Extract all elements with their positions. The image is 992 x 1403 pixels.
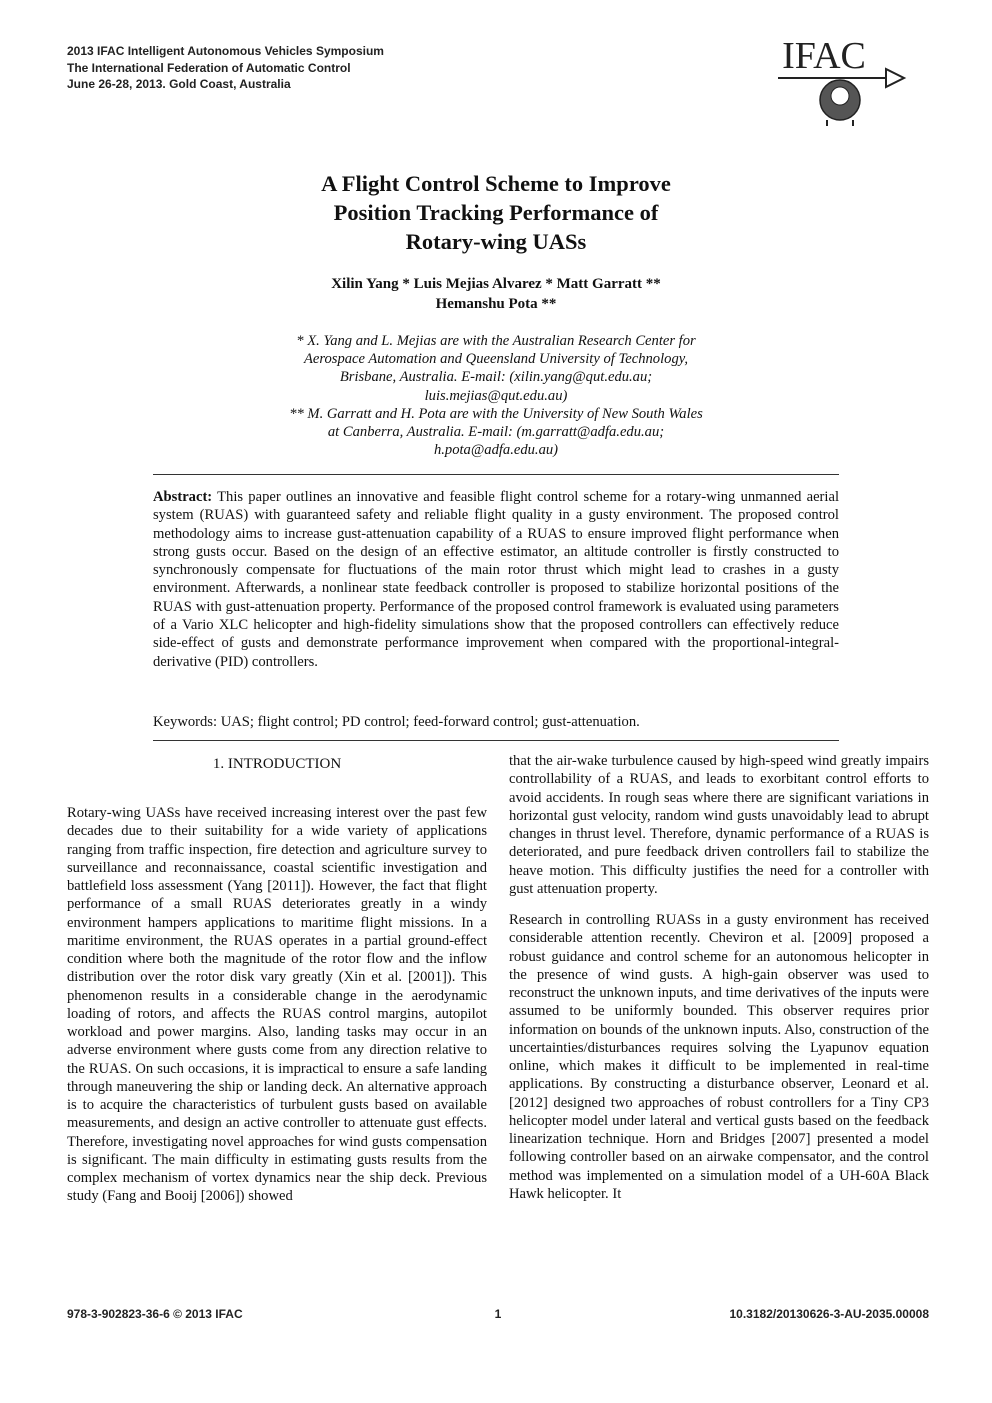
footer-page-number: 1 bbox=[494, 1307, 502, 1321]
affiliation-line: at Canberra, Australia. E-mail: (m.garratt@adfa.edu.au; bbox=[327, 424, 665, 441]
abstract-top-rule bbox=[153, 474, 839, 475]
paragraph: Research in controlling RUASs in a gusty environment has received considerable attention recently. Cheviron et al. [2009] proposed a robust guidance and control scheme for an autonomous helicopter in the presence of wind gusts. A high-gain observer was used to reconstruct the unknown inputs, and time derivatives of the inputs were assumed to be uniformly bounded. This observer requires prior information on bounds of the unknown inputs. Also, construction of the uncertainties/disturbances requires solving the Lyapunov equation online, which makes it difficult to be implemented in real-time applications. By constructing a disturbance observer, Leonard et al. [2012] designed two approaches of robust controllers for a Tiny CP3 helicopter model under lateral and vertical gusts based on the feedback linearization technique. Horn and Bridges [2007] presented a model following controller based on an airwake compensator, and the control method was implemented on a simulation model of a UH-60A Black Hawk helicopter. It bbox=[509, 912, 929, 1202]
abstract-bottom-rule bbox=[153, 740, 839, 741]
paragraph: that the air-wake turbulence caused by high-speed wind greatly impairs controllability of a RUAS, and leads to exorbitant control efforts to avoid accidents. In rough seas where there are significant variations in horizontal gust velocity, random wind gusts unavoidably lead to abrupt changes in thrust level. Therefore, dynamic performance of a RUAS is deteriorated, and pure feedback driven controllers fail to stabilize the heave motion. This difficulty justifies the need for a controller with gust attenuation property. bbox=[509, 753, 929, 897]
logo-arrow-head bbox=[886, 69, 904, 87]
section-heading-introduction: 1. INTRODUCTION bbox=[212, 756, 342, 772]
footer-isbn: 978-3-902823-36-6 © 2013 IFAC bbox=[67, 1307, 243, 1321]
author-line: Hemanshu Pota ** bbox=[435, 296, 557, 312]
logo-ring-hole bbox=[831, 87, 849, 105]
conference-line: June 26-28, 2013. Gold Coast, Australia bbox=[67, 77, 291, 91]
paper-title bbox=[200, 169, 792, 256]
title-line: Position Tracking Performance of bbox=[333, 200, 659, 225]
left-column bbox=[67, 804, 487, 1219]
author-list bbox=[200, 274, 792, 314]
affiliation-line: luis.mejias@qut.edu.au) bbox=[424, 387, 568, 404]
affiliation-line: Brisbane, Australia. E-mail: (xilin.yang@qut.edu.au; bbox=[339, 369, 653, 386]
title-line: Rotary-wing UASs bbox=[405, 229, 587, 254]
conference-line: The International Federation of Automatic Control bbox=[67, 60, 351, 75]
keywords: Keywords: UAS; flight control; PD control; feed-forward control; gust-attenuation. bbox=[153, 714, 640, 730]
abstract bbox=[153, 488, 839, 671]
conference-header bbox=[67, 43, 384, 93]
footer-doi: 10.3182/20130626-3-AU-2035.00008 bbox=[729, 1307, 929, 1321]
affiliation-line: * X. Yang and L. Mejias are with the Australian Research Center for bbox=[296, 333, 696, 349]
ifac-logo bbox=[774, 36, 908, 128]
affiliations bbox=[180, 332, 812, 459]
abstract-label: Abstract: bbox=[153, 489, 213, 505]
conference-line: 2013 IFAC Intelligent Autonomous Vehicles Symposium bbox=[67, 44, 384, 58]
right-column bbox=[509, 752, 929, 1216]
logo-text: IFAC bbox=[782, 36, 866, 77]
affiliation-line: ** M. Garratt and H. Pota are with the University of New South Wales bbox=[289, 405, 703, 422]
affiliation-line: Aerospace Automation and Queensland University of Technology, bbox=[303, 351, 689, 368]
affiliation-line: h.pota@adfa.edu.au) bbox=[433, 442, 559, 459]
abstract-text: This paper outlines an innovative and feasible flight control scheme for a rotary-wing unmanned aerial system (RUAS) with guaranteed safety and reliable flight quality in a gusty environment. The proposed control methodology aims to increase gust-attenuation capability of a RUAS to ensure improved flight performance when strong gusts occur. Based on the design of an effective estimator, an altitude controller is firstly constructed to synchronously compensate for fluctuations of the main rotor thrust which might lead to crashes in a gusty environment. Afterwards, a nonlinear state feedback controller is proposed to stabilize horizontal positions of the RUAS with gust-attenuation property. Performance of the proposed control framework is evaluated using parameters of a Vario XLC helicopter and high-fidelity simulations show that the proposed controllers can effectively reduce side-effect of gusts and demonstrate performance improvement when compared with the proportional-integral-derivative (PID) controllers. bbox=[153, 489, 839, 670]
author-line: Xilin Yang * Luis Mejias Alvarez * Matt Garratt ** bbox=[331, 276, 661, 292]
paragraph: Rotary-wing UASs have received increasing interest over the past few decades due to their suitability for a wide variety of applications ranging from traffic inspection, fire detection and agriculture survey to surveillance and reconnaissance, coastal scientific investigation and battlefield loss assessment (Yang [2011]). However, the fact that flight performance of a small RUAS deteriorates greatly in a windy environment hampers applications to maritime flight missions. In a maritime environment, the RUAS operates in a partial ground-effect condition where both the magnitude of the rotor flow and the inflow distribution over the rotor disk vary greatly (Xin et al. [2001]). This phenomenon results in a considerable change in the aerodynamic loading of rotors, and affects the RUAS control margins, autopilot workload and power margins. Also, landing tasks may occur in an adverse environment where gusts come from any direction relative to the RUAS. On such occasions, it is impractical to ensure a safe landing through maneuvering the ship or landing deck. An alternative approach is to acquire the characteristics of turbulent gusts based on available measurements, and design an active controller to attenuate gust effects. Therefore, investigating novel approaches for wind gusts compensation is significant. The main difficulty in estimating gusts results from the complex mechanism of vortex dynamics near the ship deck. Previous study (Fang and Booij [2006]) showed bbox=[67, 805, 487, 1205]
title-line: A Flight Control Scheme to Improve bbox=[321, 171, 671, 196]
